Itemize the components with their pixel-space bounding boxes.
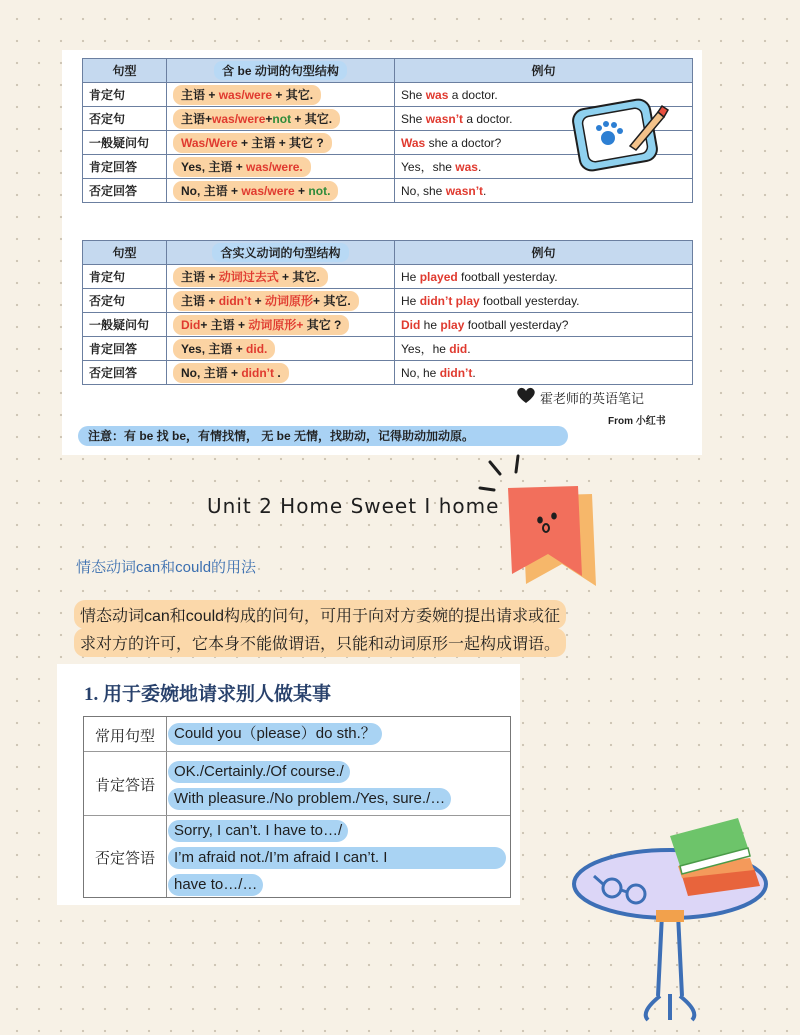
sentence-type: 一般疑问句 [83,131,167,155]
table-row [83,265,693,289]
structure-segment: didn’t [241,365,274,380]
structure-highlight [173,157,311,177]
example-segment: didn’t play [419,293,480,308]
example-cell [395,361,693,385]
header-structure [167,59,395,83]
sentence-type: 肯定句 [83,265,167,289]
sentence-type: 否定回答 [83,179,167,203]
example-segment: Was [401,135,426,150]
example-segment: . [472,365,476,380]
structure-cell [167,107,395,131]
structure-segment: was/were. [246,159,303,174]
structure-segment: didn’t [218,293,252,308]
structure-segment: No, 主语 + [181,365,242,380]
sentence-type: 肯定回答 [83,337,167,361]
header-type: 句型 [83,59,167,83]
example-segment: No, she [401,183,446,198]
row-divider [84,751,510,752]
structure-segment: 动词原形+ [248,317,304,332]
negative-answer-line-3: have to…/… [168,874,263,896]
header-example: 例句 [395,59,693,83]
header-example: 例句 [395,241,693,265]
example-segment: He [401,269,420,284]
negative-answer-line-1: Sorry, I can’t. I have to…/ [168,820,348,842]
structure-cell [167,131,395,155]
table-row [83,179,693,203]
example-segment: football yesterday. [457,269,558,284]
example-segment: didn’t [439,365,473,380]
structure-segment: not. [308,183,331,198]
structure-segment: was/were [241,183,295,198]
example-cell [395,179,693,203]
structure-segment: + 主语 + 其它 ? [237,135,324,150]
structure-segment: + [205,87,219,102]
example-cell [395,265,693,289]
example-segment: a doctor. [463,111,513,126]
row-label-positive: 肯定答语 [94,777,155,794]
sentence-type: 肯定回答 [83,155,167,179]
example-segment: wasn’t [425,111,464,126]
example-segment: . [483,183,487,198]
topic-title: 情态动词can和could的用法 [76,559,257,576]
example-segment: wasn’t [445,183,484,198]
structure-highlight [173,363,289,383]
structure-highlight [173,339,275,359]
structure-segment: + 其它. [313,293,351,308]
pattern-text: Could you（please）do sth.？ [168,723,382,745]
structure-cell [167,155,395,179]
example-segment: No, he [401,365,440,380]
header-structure [167,241,395,265]
memory-note: 注意：有 be 找 be，有情找情， 无 be 无情，找助动，记得助动加动原。 [78,426,568,446]
structure-segment: did. [246,341,268,356]
structure-segment: 主语 + [181,293,219,308]
structure-cell [167,337,395,361]
structure-segment: was/were [212,111,266,126]
structure-cell [167,289,395,313]
example-cell [395,313,693,337]
structure-segment: + 其它. [272,87,314,102]
author-signature: 霍老师的英语笔记 [540,392,645,407]
paragraph-line-1: 情态动词can和could构成的问句，可用于向对方委婉的提出请求或征 [74,600,566,629]
structure-segment: + 主语 + [200,317,249,332]
unit-title: Unit 2 Home Sweet I home [207,494,500,518]
example-segment: football yesterday? [464,317,569,332]
structure-segment: 动词过去式 [218,269,279,284]
row-divider [84,815,510,816]
structure-highlight [173,85,321,105]
bookmark-mascot-icon [500,484,604,596]
example-segment: did [449,342,468,356]
header-type: 句型 [83,241,167,265]
column-divider [166,717,167,897]
table-header-row [83,241,693,265]
header-structure-label: 含 be 动词的句型结构 [214,61,347,80]
table-row [83,361,693,385]
table-header-row [83,59,693,83]
example-segment: Yes，she [401,160,456,174]
structure-highlight [173,109,340,129]
structure-segment: + 其它. [278,269,320,284]
structure-segment: 动词原形 [265,293,314,308]
structure-cell [167,179,395,203]
row-label-pattern: 常用句型 [94,728,155,745]
structure-highlight [173,291,359,311]
structure-highlight [173,133,332,153]
example-segment: was [425,87,449,102]
structure-cell [167,361,395,385]
structure-segment: No, 主语 + [181,183,242,198]
sentence-type: 否定回答 [83,361,167,385]
example-segment: played [419,269,458,284]
structure-cell [167,83,395,107]
structure-segment: 主语+ [181,111,213,126]
table-row [83,289,693,313]
table-row [83,313,693,337]
example-segment: play [440,317,465,332]
tablet-paw-icon [568,98,678,180]
example-cell [395,289,693,313]
table-books-glasses-icon [570,806,790,1028]
structure-cell [167,313,395,337]
paragraph-line-2: 求对方的许可，它本身不能做谓语，只能和动词原形一起构成谓语。 [74,628,566,657]
example-cell [395,337,693,361]
example-segment: She [401,87,426,102]
example-segment: Yes，he [401,342,450,356]
structure-segment: Yes, 主语 + [181,159,247,174]
structure-segment: + [294,183,309,198]
structure-segment: not [272,111,292,126]
structure-segment: + [265,111,273,126]
sentence-type: 肯定句 [83,83,167,107]
example-segment: a doctor. [448,87,498,102]
structure-segment: . [274,365,281,380]
heart-icon [516,386,536,404]
structure-segment: 其它 ? [303,317,342,332]
table-row [83,337,693,361]
structure-segment: Yes, 主语 + [181,341,247,356]
header-structure-label: 含实义动词的句型结构 [212,243,348,262]
structure-cell [167,265,395,289]
structure-segment: 主语 + [181,269,219,284]
structure-highlight [173,267,328,287]
sentence-type: 一般疑问句 [83,313,167,337]
structure-segment: was/were [218,87,273,102]
structure-segment: 主语 [181,87,206,102]
example-segment: he [420,317,441,332]
example-segment: football yesterday. [479,293,580,308]
structure-segment: Did [181,317,201,332]
usage-table [83,716,511,898]
example-segment: . [467,342,471,356]
source-label: From 小红书 [608,416,666,427]
sentence-type: 否定句 [83,107,167,131]
example-segment: was [455,160,478,174]
section-title: 1. 用于委婉地请求别人做某事 [84,684,332,705]
structure-segment: + [251,293,266,308]
example-segment: she a doctor? [425,135,502,150]
sentence-type: 否定句 [83,289,167,313]
positive-answer-line-1: OK./Certainly./Of course./ [168,761,350,783]
example-segment: . [477,160,482,174]
structure-highlight [173,181,338,201]
negative-answer-line-2: I’m afraid not./I’m afraid I can’t. I [168,847,506,869]
example-segment: He [401,293,420,308]
structure-segment: + 其它. [291,111,333,126]
action-verb-table [82,240,693,385]
example-segment: She [401,111,426,126]
structure-segment: Was/Were [181,135,238,150]
structure-highlight [173,315,349,335]
example-segment: Did [401,317,421,332]
row-label-negative: 否定答语 [94,850,155,867]
positive-answer-line-2: With pleasure./No problem./Yes, sure./… [168,788,451,810]
